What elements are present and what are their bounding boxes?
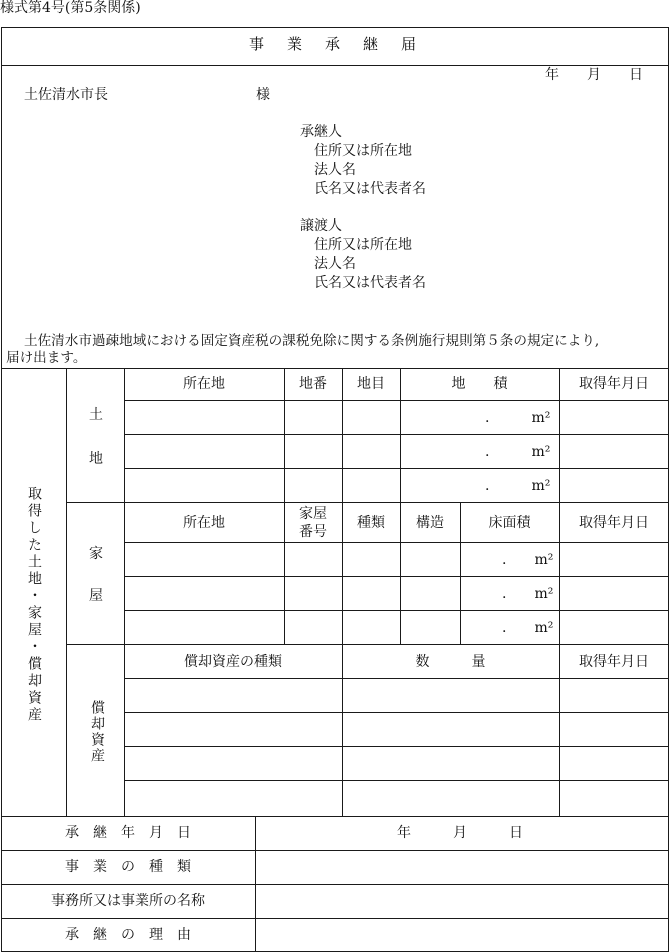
transferor-address-label: 住所又は所在地 (314, 237, 412, 253)
house-row-2 (124, 576, 669, 577)
dep-row-1 (124, 678, 669, 679)
office-name-label: 事務所又は事業所の名称 (51, 893, 205, 909)
house-area-unit-1: . m² (502, 552, 554, 568)
house-label-top: 家 (89, 546, 103, 562)
house-header-structure: 構造 (416, 515, 444, 531)
business-type-label: 事 業 の 種 類 (65, 859, 191, 875)
assets-side-label: 取得した土地・家屋・償却資産 (26, 486, 42, 724)
land-label-bottom: 地 (89, 451, 103, 467)
successor-heading: 承継人 (300, 124, 342, 140)
bottom-row-2 (1, 884, 669, 885)
transferor-heading: 譲渡人 (300, 218, 342, 234)
addressee: 土佐清水市長 (24, 87, 108, 103)
succession-date-label: 承 継 年 月 日 (65, 825, 191, 841)
bottom-row-3 (1, 918, 669, 919)
reason-label: 承 継 の 理 由 (65, 927, 191, 943)
land-label-top: 土 (89, 407, 103, 423)
frame-left (1, 27, 2, 952)
depreciable-label: 償却資産 (89, 700, 105, 764)
house-header-floor: 床面積 (488, 515, 531, 531)
land-header-area: 地 積 (451, 376, 508, 392)
house-row-3 (124, 610, 669, 611)
house-row-1 (124, 542, 669, 543)
land-row-3 (124, 468, 669, 469)
transferor-name-label: 氏名又は代表者名 (314, 275, 426, 291)
acquired-col-divider (559, 368, 560, 816)
assets-label-divider (124, 368, 125, 816)
land-header-lot: 地番 (299, 376, 327, 392)
dep-row-2 (124, 712, 669, 713)
transferor-corp-label: 法人名 (314, 256, 356, 272)
honorific: 様 (256, 87, 270, 103)
successor-address-label: 住所又は所在地 (314, 143, 412, 159)
statement-line-2: 届け出ます。 (6, 350, 87, 366)
dep-header-kind: 償却資産の種類 (184, 654, 282, 670)
land-area-unit-1: . m² (485, 410, 551, 426)
land-row-1 (124, 400, 669, 401)
dep-row-4 (124, 780, 669, 781)
house-area-unit-3: . m² (502, 620, 554, 636)
statement-line-1: 土佐清水市過疎地域における固定資産税の課税免除に関する条例施行規則第５条の規定により, (24, 333, 600, 349)
bottom-top-line (1, 816, 669, 817)
house-area-unit-2: . m² (502, 586, 554, 602)
assets-side-divider (66, 368, 67, 816)
form-label: 様式第4号(第5条関係) (0, 0, 141, 16)
form-title: 事 業 承 継 届 (248, 35, 420, 53)
house-header-number-2: 番号 (299, 524, 327, 540)
house-bottom (66, 644, 669, 645)
date-line: 年 月 日 (545, 67, 643, 83)
house-header-kind: 種類 (357, 515, 385, 531)
land-area-unit-2: . m² (485, 444, 551, 460)
bottom-row-1 (1, 850, 669, 851)
successor-name-label: 氏名又は代表者名 (314, 181, 426, 197)
land-header-category: 地目 (357, 376, 385, 392)
land-row-2 (124, 434, 669, 435)
house-header-acquired: 取得年月日 (579, 515, 649, 531)
title-divider (1, 65, 669, 66)
land-header-acquired: 取得年月日 (579, 376, 649, 392)
house-label-bottom: 屋 (89, 588, 103, 604)
house-header-location: 所在地 (183, 515, 225, 531)
dep-header-quantity: 数 量 (415, 654, 486, 670)
dep-row-3 (124, 746, 669, 747)
succession-date-value: 年 月 日 (397, 825, 523, 841)
land-header-location: 所在地 (183, 376, 225, 392)
frame-top (1, 27, 669, 28)
land-area-unit-3: . m² (485, 478, 551, 494)
land-bottom (66, 502, 669, 503)
successor-corp-label: 法人名 (314, 162, 356, 178)
assets-top-line (1, 368, 669, 369)
frame-right (668, 27, 669, 952)
house-header-number-1: 家屋 (299, 506, 327, 522)
dep-header-acquired: 取得年月日 (579, 654, 649, 670)
